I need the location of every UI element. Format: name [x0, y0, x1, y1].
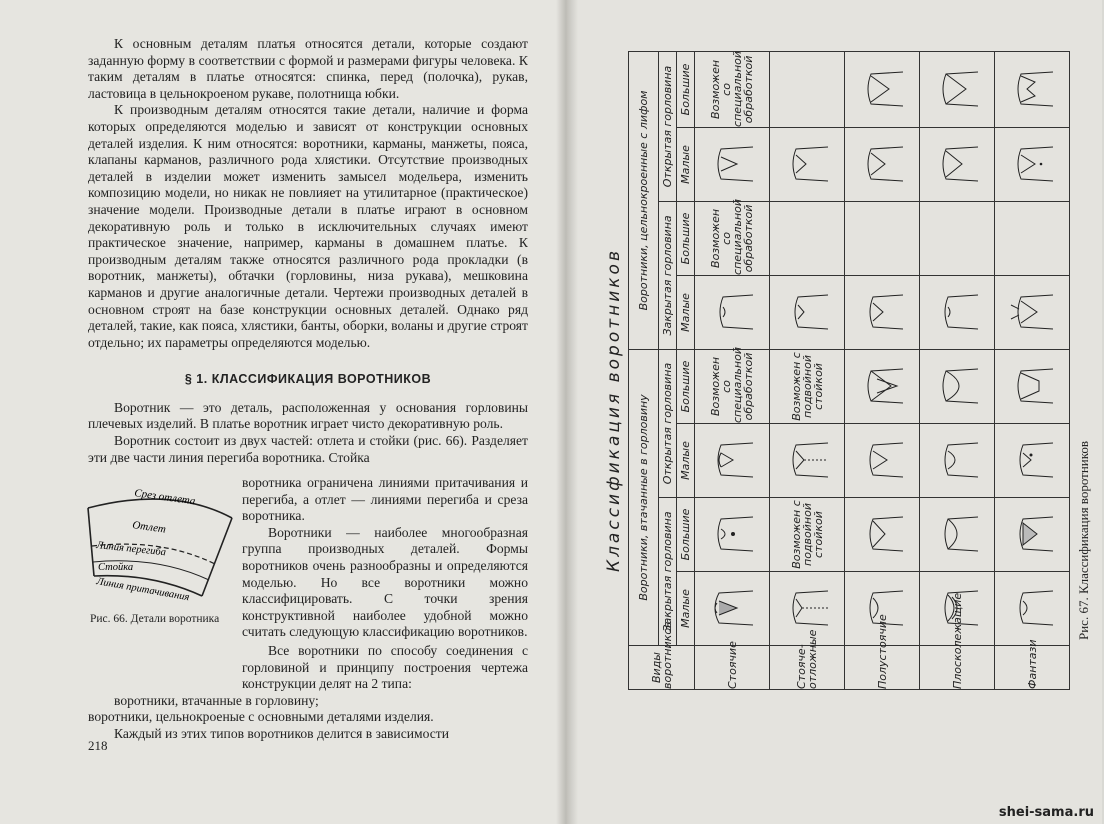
sketch-cell [920, 127, 995, 201]
collar-sketch [1007, 139, 1057, 189]
note-special: Возможен со специальной обработкой [695, 201, 770, 275]
collar-sketch [1007, 510, 1057, 560]
book-gutter [556, 0, 578, 824]
sketch-cell [995, 498, 1070, 572]
sketch-cell [770, 275, 845, 349]
sketch-cell [995, 127, 1070, 201]
empty-cell [770, 51, 845, 127]
sketch-cell [995, 424, 1070, 498]
paragraph-main-parts: К основным деталям платья относятся детали, которые создают заданную форму в соответствии с формой и размерами фигуры человека. К таким деталям в платье относятся: спинка, перед (полочка), рукав, ластовица в цельнокроеном рукаве, полотнища юбки. [88, 36, 528, 101]
collar-sketch [782, 584, 832, 634]
subgroup-open-1: Открытая горловина [659, 349, 677, 497]
collar-sketch [857, 287, 907, 337]
collar-sketch [782, 139, 832, 189]
sketch-cell [695, 572, 770, 646]
paragraph-derived-parts: К производным деталям относятся такие детали, наличие и форма которых определяются моделью и зависят от конструкции основных деталей изделия. К ним относятся: воротники, карманы, манжеты, пояса, клапаны карманов, различного рода хлястики. Отсутствие производных деталей в изделии может изменить замысел модельера, изменить композицию модели, но никак не повлияет на утилитарное (практическое) значение модели. Производные детали в платье играют в основном декоративную роль и только в исключительных случаях имеют практическое значение, например, карманы в домашнем платье. К производным деталям также относятся различного рода прокладки (в воротник, манжеты), обтачки (горловины, низа рукава), мешковина карманов и другие аналогичные детали. Чертежи производных деталей в основном строят на базе конструкции основных деталей. Однако ряд деталей, такие, как пояса, хлястики, банты, оборки, воланы и другие строят отдельно; их параметры определяются моделью. [88, 102, 528, 350]
sketch-cell [920, 424, 995, 498]
paragraph-collar-parts: Воротник состоит из двух частей: отлета и стойки (рис. 66). Разделяет эти две части линия перегиба воротника. Стойка [88, 433, 528, 465]
size-small: Малые [677, 127, 695, 201]
paragraph-variety: Воротники — наиболее многообразная группа производных деталей. Формы воротников очень разнообразны и определяются моделью. Но все воротники можно классифицировать. С точки зрения конструктивной наиболее удобной можно считать следующую классификацию воротников. [242, 524, 528, 640]
collar-sketch [857, 139, 907, 189]
empty-cell [920, 201, 995, 275]
fig66-label-seam: Линия притачивания [95, 576, 191, 604]
sketch-cell [695, 498, 770, 572]
sketch-cell [845, 275, 920, 349]
sketch-cell [995, 51, 1070, 127]
size-large: Большие [677, 201, 695, 275]
note-special: Возможен со специальной обработкой [695, 349, 770, 423]
sketch-cell [920, 51, 995, 127]
collar-sketch [1007, 436, 1057, 486]
sketch-cell [920, 275, 995, 349]
collar-sketch [707, 584, 757, 634]
group-set-in: Воротники, втачанные в горловину [629, 349, 659, 645]
group-one-piece: Воротники, цельнокроенные с лифом [629, 51, 659, 349]
row-label-flat: Плосколежащие [920, 646, 995, 690]
row-label-half-standing: Полустоячие [845, 646, 920, 690]
row-label-standing: Стоячие [695, 646, 770, 690]
fig66-label-stand: Стойка [98, 562, 134, 573]
collar-sketch [782, 436, 832, 486]
paragraph-collar-definition: Воротник — это деталь, расположенная у основания горловины плечевых изделий. В платье воротник играет чисто декоративную роль. [88, 399, 528, 432]
paragraph-each-type: Каждый из этих типов воротников делится в зависимости [114, 725, 449, 741]
collar-classification-table [628, 51, 1070, 690]
collar-sketch [707, 139, 757, 189]
table-title: Классификация воротников [604, 248, 624, 572]
collar-sketch [707, 510, 757, 560]
sketch-cell [845, 498, 920, 572]
collar-sketch [932, 510, 982, 560]
size-large: Большие [677, 349, 695, 423]
collar-sketch [857, 436, 907, 486]
sketch-cell [995, 572, 1070, 646]
subgroup-closed-1: Закрытая горловина [659, 498, 677, 646]
sketch-cell [695, 424, 770, 498]
collar-classification-table-wrap [628, 52, 1070, 690]
sketch-cell [995, 275, 1070, 349]
figure-67-caption-wrap [1074, 240, 1104, 640]
subgroup-closed-2: Закрытая горловина [659, 201, 677, 349]
paragraph-two-types: Все воротники по способу соединения с горловиной и принципу построения чертежа конструкции делят на 2 типа: [242, 643, 528, 692]
sketch-cell [920, 498, 995, 572]
collar-sketch [1007, 361, 1057, 411]
figure-side-text [242, 475, 528, 641]
collar-sketch [932, 287, 982, 337]
list-item-one-piece: воротники, цельнокроеные с основными деталями изделия. [88, 709, 434, 725]
sketch-cell [695, 275, 770, 349]
sketch-cell [845, 424, 920, 498]
page-number: 218 [88, 738, 108, 753]
empty-cell [995, 201, 1070, 275]
collar-sketch [1007, 287, 1057, 337]
row-label-stand-fall: Стояче-отложные [770, 646, 845, 690]
collar-sketch [782, 287, 832, 337]
size-small: Малые [677, 424, 695, 498]
note-special: Возможен со специальной обработкой [695, 51, 770, 127]
size-large: Большие [677, 498, 695, 572]
sketch-cell [920, 349, 995, 423]
sketch-cell [845, 349, 920, 423]
empty-cell [845, 201, 920, 275]
row-label-fantasy: Фантази [995, 646, 1070, 690]
collar-sketch [857, 361, 907, 411]
collar-sketch [1007, 584, 1057, 634]
size-large: Большие [677, 51, 695, 127]
fig66-label-flap: Отлет [131, 519, 167, 536]
fig66-label-fold: Линия перегиба [95, 540, 167, 559]
note-stand: Возможен с подвойной стойкой [770, 349, 845, 423]
figure-66-caption: Рис. 66. Детали воротника [90, 613, 220, 625]
paragraph-stand-def: воротника ограничена линиями притачивания и перегиба, а отлет — линиями перегиба и среза воротника. [242, 475, 528, 524]
left-bottom-text [88, 643, 528, 743]
subgroup-open-2: Открытая горловина [659, 51, 677, 201]
sketch-cell [845, 127, 920, 201]
collar-table-rotated [628, 52, 1070, 690]
collar-sketch [932, 361, 982, 411]
collar-sketch [857, 64, 907, 114]
sketch-cell [770, 424, 845, 498]
collar-sketch [707, 436, 757, 486]
corner-label: Виды воротников [629, 646, 695, 690]
collar-sketch [707, 287, 757, 337]
left-text-block [88, 36, 528, 466]
figure-67-caption: Рис. 67. Классификация воротников [1076, 440, 1091, 640]
collar-sketch [1007, 64, 1057, 114]
watermark: shei-sama.ru [998, 805, 1094, 820]
sketch-cell [695, 127, 770, 201]
sketch-cell [845, 51, 920, 127]
collar-sketch [932, 436, 982, 486]
sketch-cell [770, 127, 845, 201]
collar-sketch [932, 139, 982, 189]
empty-cell [770, 201, 845, 275]
collar-sketch [932, 64, 982, 114]
collar-sketch [857, 510, 907, 560]
size-small: Малые [677, 275, 695, 349]
size-small: Малые [677, 572, 695, 646]
note-stand: Возможен с подвойной стойкой [770, 498, 845, 572]
sketch-cell [995, 349, 1070, 423]
list-item-set-in: воротники, втачанные в горловину; [114, 692, 319, 708]
section-title: § 1. КЛАССИФИКАЦИЯ ВОРОТНИКОВ [184, 372, 432, 387]
fig66-label-edge: Срез отлета [133, 487, 197, 508]
